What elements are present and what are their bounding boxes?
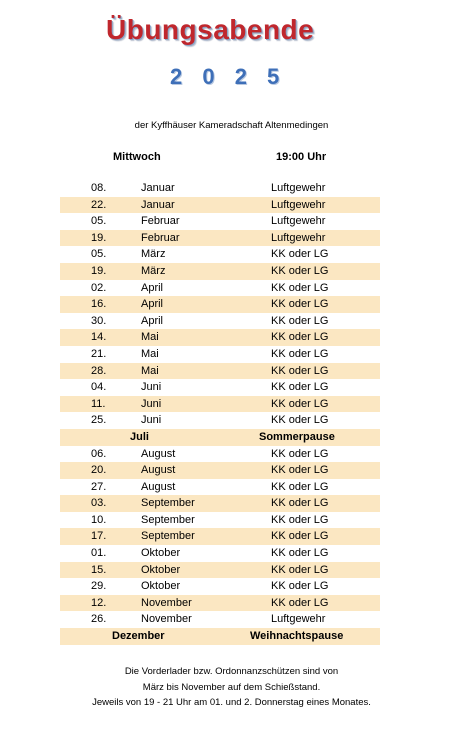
session-type: KK oder LG <box>271 264 329 277</box>
date-day: 16. <box>91 298 107 311</box>
schedule-row <box>60 446 380 463</box>
date-month: August <box>141 464 176 477</box>
date-month: Januar <box>141 198 175 211</box>
session-type: Luftgewehr <box>271 182 326 194</box>
club-subtitle: der Kyffhäuser Kameradschaft Altenmedingen <box>134 120 329 131</box>
date-month: April <box>141 314 164 327</box>
date-day: 02. <box>91 281 107 294</box>
schedule-row <box>60 313 380 330</box>
schedule-row <box>60 180 380 197</box>
date-month: April <box>141 298 164 311</box>
schedule-row <box>60 197 380 214</box>
session-type: Weihnachtspause <box>250 630 344 643</box>
session-type: KK oder LG <box>271 547 329 560</box>
schedule-table <box>60 180 380 645</box>
date-day: 25. <box>91 414 107 427</box>
session-type: KK oder LG <box>271 364 329 377</box>
session-type: KK oder LG <box>271 331 329 344</box>
date-day: 19. <box>91 231 107 244</box>
date-day: 10. <box>91 513 107 526</box>
session-type: KK oder LG <box>271 513 329 526</box>
date-month: Mai <box>141 331 159 344</box>
date-month: Dezember <box>112 630 165 643</box>
date-month: Januar <box>141 182 175 194</box>
date-month: Februar <box>141 231 180 244</box>
schedule-row <box>60 263 380 280</box>
session-type: KK oder LG <box>271 530 329 543</box>
schedule-row <box>60 246 380 263</box>
session-type: KK oder LG <box>271 298 329 311</box>
date-day: 08. <box>91 182 107 194</box>
date-day: 27. <box>91 480 107 493</box>
session-type: KK oder LG <box>271 381 329 394</box>
date-day: 15. <box>91 563 107 576</box>
date-month: Juni <box>141 414 162 427</box>
session-type: KK oder LG <box>271 248 329 261</box>
date-month: August <box>141 447 176 460</box>
schedule-row <box>60 230 380 247</box>
session-type: KK oder LG <box>271 314 329 327</box>
date-month: Juli <box>130 430 149 443</box>
date-day: 11. <box>91 397 106 410</box>
session-type: KK oder LG <box>271 281 329 294</box>
date-month: Oktober <box>141 563 181 576</box>
date-day: 22. <box>91 198 107 211</box>
schedule-row <box>60 512 380 529</box>
date-day: 26. <box>91 613 107 626</box>
page-title: Übungsabende <box>106 14 315 45</box>
date-month: März <box>141 248 166 261</box>
footer-line: März bis November auf dem Schießstand. <box>142 681 321 693</box>
date-month: Mai <box>141 364 159 377</box>
date-month: Juni <box>141 381 162 394</box>
session-type: Luftgewehr <box>271 231 326 244</box>
schedule-row <box>60 528 380 545</box>
date-month: April <box>141 281 164 294</box>
session-type: Luftgewehr <box>271 613 326 626</box>
session-type: KK oder LG <box>271 414 329 427</box>
date-day: 21. <box>91 347 107 360</box>
schedule-row <box>60 628 380 645</box>
session-type: KK oder LG <box>271 563 329 576</box>
schedule-row <box>60 379 380 396</box>
session-type: Sommerpause <box>259 430 335 443</box>
date-day: 01. <box>91 547 107 560</box>
date-month: Oktober <box>141 580 181 593</box>
year-heading: 2 0 2 5 <box>170 64 287 89</box>
session-type: KK oder LG <box>271 464 329 477</box>
schedule-row <box>60 429 380 446</box>
schedule-row <box>60 479 380 496</box>
date-day: 14. <box>91 331 107 344</box>
date-month: Februar <box>141 215 180 228</box>
header-time: 19:00 Uhr <box>276 151 327 163</box>
date-day: 12. <box>91 596 107 609</box>
date-day: 03. <box>91 497 107 510</box>
date-day: 04. <box>91 381 107 394</box>
schedule-row <box>60 213 380 230</box>
session-type: Luftgewehr <box>271 215 326 228</box>
session-type: KK oder LG <box>271 596 329 609</box>
date-day: 20. <box>91 464 107 477</box>
date-month: September <box>141 530 195 543</box>
session-type: KK oder LG <box>271 347 329 360</box>
footer-line: Die Vorderlader bzw. Ordonnanzschützen sind von <box>124 666 339 677</box>
date-day: 17. <box>91 530 107 543</box>
schedule-row <box>60 346 380 363</box>
session-type: KK oder LG <box>271 497 329 510</box>
date-month: September <box>141 513 195 526</box>
date-day: 05. <box>91 248 107 261</box>
date-day: 28. <box>91 364 107 377</box>
date-day: 30. <box>91 314 107 327</box>
date-month: Mai <box>141 347 159 360</box>
schedule-row <box>60 595 380 612</box>
date-day: 29. <box>91 580 107 593</box>
schedule-row <box>60 495 380 512</box>
date-month: Juni <box>141 397 162 410</box>
schedule-row <box>60 363 380 380</box>
schedule-row <box>60 396 380 413</box>
session-type: Luftgewehr <box>271 198 326 211</box>
date-month: September <box>141 497 195 510</box>
date-month: August <box>141 480 176 493</box>
date-day: 19. <box>91 264 107 277</box>
schedule-row <box>60 562 380 579</box>
date-month: November <box>141 596 192 609</box>
date-month: März <box>141 264 166 277</box>
date-month: Oktober <box>141 547 181 560</box>
date-day: 05. <box>91 215 107 228</box>
session-type: KK oder LG <box>271 580 329 593</box>
schedule-row <box>60 280 380 297</box>
session-type: KK oder LG <box>271 447 329 460</box>
session-type: KK oder LG <box>271 397 329 410</box>
header-day: Mittwoch <box>113 151 161 163</box>
schedule-row <box>60 545 380 562</box>
schedule-row <box>60 412 380 429</box>
date-month: November <box>141 613 192 626</box>
schedule-row <box>60 578 380 595</box>
footer-note <box>0 664 463 711</box>
session-type: KK oder LG <box>271 480 329 493</box>
schedule-row <box>60 329 380 346</box>
schedule-row <box>60 296 380 313</box>
date-day: 06. <box>91 447 107 460</box>
schedule-row <box>60 611 380 628</box>
footer-line: Jeweils von 19 - 21 Uhr am 01. und 2. Donnerstag eines Monates. <box>92 697 371 708</box>
schedule-row <box>60 462 380 479</box>
